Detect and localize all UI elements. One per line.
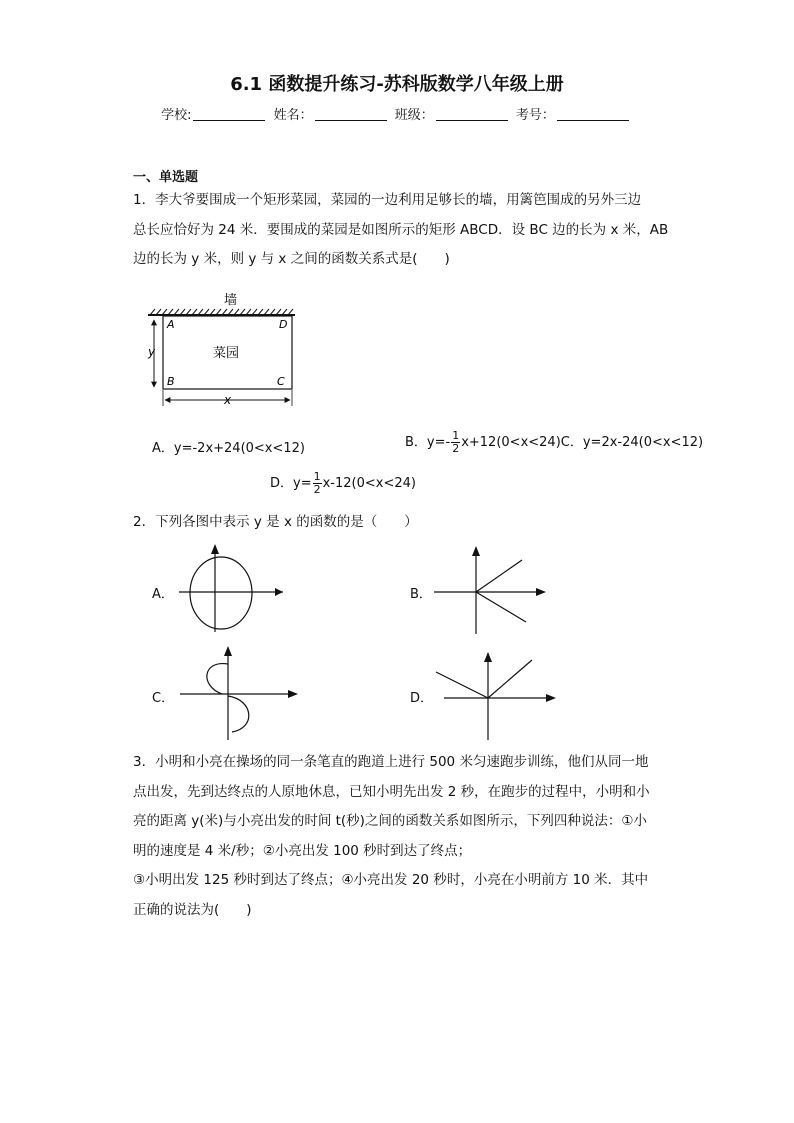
q3-line: 3．小明和小亮在操场的同一条笔直的跑道上进行 500 米匀速跑步训练，他们从同一地 [133, 754, 649, 770]
name-blank[interactable] [315, 107, 387, 121]
exam-number-label: 考号： [515, 108, 555, 123]
q3-line: 正确的说法为( ) [133, 901, 252, 918]
q1-option-d[interactable] [270, 471, 416, 497]
x-axis-arrow [275, 588, 283, 596]
q3-line: 点出发，先到达终点的人原地休息，已知小明先出发 2 秒，在跑步的过程中，小明和小 [133, 783, 650, 800]
page-title: 6.1 函数提升练习-苏科版数学八年级上册 [230, 74, 564, 95]
q2-stem: 2．下列各图中表示 y 是 x 的函数的是（ ） [133, 514, 418, 530]
q2-graph-b[interactable] [430, 542, 550, 638]
name-label: 姓名： [273, 108, 313, 123]
lower-ray [476, 592, 526, 622]
school-blank[interactable] [193, 107, 265, 121]
q2-label-a[interactable]: A． [152, 587, 174, 602]
student-info-line [0, 104, 794, 123]
fraction-numerator: 1 [313, 470, 321, 483]
point-b-label: B [167, 375, 175, 388]
q3-stem [133, 748, 650, 925]
lower-s-curve [228, 696, 249, 732]
upper-ray [476, 560, 522, 592]
q1-line: 1．李大爷要围成一个矩形菜园，菜园的一边利用足够长的墙，用篱笆围成的另外三边 [133, 192, 642, 208]
x-axis-arrow [288, 690, 298, 698]
q2-label-d[interactable]: D． [410, 691, 434, 706]
left-ray [436, 672, 488, 698]
option-d-prefix: D．y= [270, 476, 312, 491]
option-b-fraction [451, 430, 460, 455]
point-c-label: C [277, 375, 285, 388]
q1-option-a[interactable]: A．y=-2x+24(0<x<12) [152, 441, 306, 456]
upper-s-curve [207, 664, 228, 694]
exam-number-blank[interactable] [557, 107, 629, 121]
option-d-fraction [313, 471, 322, 496]
y-dimension-label: y [148, 345, 156, 359]
fraction-numerator: 1 [452, 429, 460, 442]
q1-garden-figure [140, 290, 310, 410]
point-d-label: D [279, 318, 288, 331]
x-axis-arrow [536, 588, 546, 596]
y-axis-arrow [472, 546, 480, 556]
y-axis-arrow [224, 646, 232, 656]
q2-label-c[interactable]: C． [152, 691, 175, 706]
q3-line: ③小明出发 125 秒时到达了终点；④小亮出发 20 秒时，小亮在小明前方 10 米．其中 [133, 872, 649, 888]
y-axis-arrow [484, 652, 492, 662]
point-a-label: A [167, 318, 175, 331]
x-dimension-label: x [224, 393, 232, 407]
q2-graph-c[interactable] [172, 642, 302, 742]
class-label: 班级： [394, 108, 434, 123]
garden-label: 菜园 [213, 346, 240, 361]
q1-option-c[interactable]: C．y=2x-24(0<x<12) [560, 435, 704, 450]
fraction-denominator: 2 [452, 442, 460, 455]
ellipse-curve [190, 557, 252, 629]
class-blank[interactable] [436, 107, 508, 121]
q3-line: 亮的距离 y(米)与小亮出发的时间 t(秒)之间的函数关系如图所示，下列四种说法：①小 [133, 813, 648, 829]
right-ray [488, 660, 532, 698]
q3-line: 明的速度是 4 米/秒；②小亮出发 100 秒时到达了终点； [133, 842, 472, 859]
section-heading: 一、单选题 [133, 170, 199, 185]
q2-graph-a[interactable] [175, 540, 295, 640]
y-axis-arrow [211, 544, 219, 554]
fraction-denominator: 2 [313, 483, 321, 496]
option-b-suffix: x+12(0<x<24) [461, 435, 561, 450]
wall-label: 墙 [224, 293, 238, 308]
q2-label-b[interactable]: B． [410, 587, 432, 602]
q2-graph-d[interactable] [428, 648, 563, 742]
school-label: 学校: [161, 108, 192, 123]
option-b-prefix: B．y=- [405, 435, 451, 450]
option-d-suffix: x-12(0<x<24) [322, 476, 416, 491]
q1-line: 总长应恰好为 24 米．要围成的菜园是如图所示的矩形 ABCD．设 BC 边的长为 x 米，AB [133, 221, 669, 238]
q1-line: 边的长为 y 米，则 y 与 x 之间的函数关系式是( ) [133, 251, 450, 267]
q1-stem [133, 186, 668, 275]
q1-option-b[interactable] [405, 430, 703, 456]
x-axis-arrow [546, 694, 556, 702]
